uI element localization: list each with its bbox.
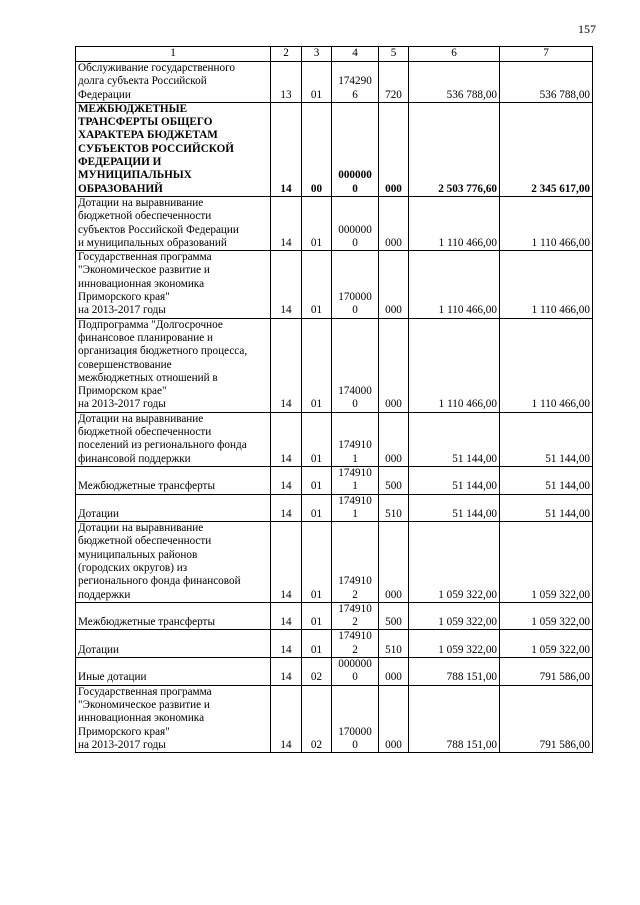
item-name-cell: Государственная программа "Экономическое развитие и инновационная экономика Приморского края" на 2013-2017 годы bbox=[76, 251, 271, 318]
column-header: 3 bbox=[302, 47, 332, 62]
amount-year1-cell: 51 144,00 bbox=[409, 466, 500, 494]
amount-year1-cell: 788 151,00 bbox=[409, 658, 500, 686]
amount-year1-cell: 1 059 322,00 bbox=[409, 522, 500, 603]
subsection-code-cell: 01 bbox=[302, 466, 332, 494]
amount-year2-cell: 1 059 322,00 bbox=[500, 630, 593, 658]
target-article-cell: 174910 1 bbox=[332, 412, 379, 466]
table-header-row bbox=[76, 47, 593, 62]
item-name-cell: Межбюджетные трансферты bbox=[76, 602, 271, 630]
subsection-code-cell: 01 bbox=[302, 196, 332, 250]
table-row bbox=[76, 466, 593, 494]
expense-type-cell: 000 bbox=[379, 102, 409, 196]
expense-type-cell: 000 bbox=[379, 522, 409, 603]
amount-year2-cell: 536 788,00 bbox=[500, 62, 593, 103]
target-article-cell: 174910 1 bbox=[332, 466, 379, 494]
table-row bbox=[76, 630, 593, 658]
expense-type-cell: 510 bbox=[379, 494, 409, 522]
target-article-cell: 174000 0 bbox=[332, 318, 379, 412]
amount-year1-cell: 1 059 322,00 bbox=[409, 602, 500, 630]
item-name-cell: МЕЖБЮДЖЕТНЫЕ ТРАНСФЕРТЫ ОБЩЕГО ХАРАКТЕРА БЮДЖЕТАМ СУБЪЕКТОВ РОССИЙСКОЙ ФЕДЕРАЦИИ И МУНИЦИПАЛЬНЫХ ОБРАЗОВАНИЙ bbox=[76, 102, 271, 196]
amount-year2-cell: 1 110 466,00 bbox=[500, 196, 593, 250]
amount-year2-cell: 51 144,00 bbox=[500, 494, 593, 522]
section-code-cell: 14 bbox=[271, 494, 302, 522]
amount-year1-cell: 536 788,00 bbox=[409, 62, 500, 103]
column-header: 1 bbox=[76, 47, 271, 62]
target-article-cell: 170000 0 bbox=[332, 685, 379, 752]
target-article-cell: 000000 0 bbox=[332, 102, 379, 196]
item-name-cell: Дотации на выравнивание бюджетной обеспеченности муниципальных районов (городских округов) из регионального фонда финансовой поддержки bbox=[76, 522, 271, 603]
table-row bbox=[76, 685, 593, 752]
amount-year2-cell: 791 586,00 bbox=[500, 658, 593, 686]
item-name-cell: Государственная программа "Экономическое развитие и инновационная экономика Приморского края" на 2013-2017 годы bbox=[76, 685, 271, 752]
subsection-code-cell: 01 bbox=[302, 251, 332, 318]
table-row bbox=[76, 602, 593, 630]
target-article-cell: 000000 0 bbox=[332, 658, 379, 686]
amount-year1-cell: 51 144,00 bbox=[409, 412, 500, 466]
section-code-cell: 14 bbox=[271, 658, 302, 686]
expense-type-cell: 000 bbox=[379, 685, 409, 752]
amount-year1-cell: 1 110 466,00 bbox=[409, 196, 500, 250]
section-code-cell: 14 bbox=[271, 318, 302, 412]
table-row bbox=[76, 658, 593, 686]
table-row bbox=[76, 412, 593, 466]
section-code-cell: 14 bbox=[271, 102, 302, 196]
item-name-cell: Дотации bbox=[76, 630, 271, 658]
expense-type-cell: 500 bbox=[379, 602, 409, 630]
column-header: 2 bbox=[271, 47, 302, 62]
expense-type-cell: 720 bbox=[379, 62, 409, 103]
item-name-cell: Подпрограмма "Долгосрочное финансовое планирование и организация бюджетного процесса, совершенствование межбюджетных отношений в Приморском крае" на 2013-2017 годы bbox=[76, 318, 271, 412]
amount-year1-cell: 51 144,00 bbox=[409, 494, 500, 522]
subsection-code-cell: 01 bbox=[302, 630, 332, 658]
item-name-cell: Иные дотации bbox=[76, 658, 271, 686]
expense-type-cell: 500 bbox=[379, 466, 409, 494]
subsection-code-cell: 02 bbox=[302, 685, 332, 752]
amount-year1-cell: 1 110 466,00 bbox=[409, 318, 500, 412]
amount-year1-cell: 2 503 776,60 bbox=[409, 102, 500, 196]
subsection-code-cell: 00 bbox=[302, 102, 332, 196]
amount-year2-cell: 51 144,00 bbox=[500, 412, 593, 466]
subsection-code-cell: 01 bbox=[302, 62, 332, 103]
section-code-cell: 14 bbox=[271, 685, 302, 752]
item-name-cell: Дотации на выравнивание бюджетной обеспеченности поселений из регионального фонда финансовой поддержки bbox=[76, 412, 271, 466]
table-body bbox=[76, 62, 593, 753]
amount-year2-cell: 1 110 466,00 bbox=[500, 318, 593, 412]
column-header: 7 bbox=[500, 47, 593, 62]
table-row bbox=[76, 522, 593, 603]
subsection-code-cell: 02 bbox=[302, 658, 332, 686]
item-name-cell: Дотации на выравнивание бюджетной обеспеченности субъектов Российской Федерации и муниципальных образований bbox=[76, 196, 271, 250]
target-article-cell: 174910 2 bbox=[332, 522, 379, 603]
amount-year2-cell: 1 059 322,00 bbox=[500, 602, 593, 630]
page-number: 157 bbox=[578, 22, 596, 36]
column-header: 6 bbox=[409, 47, 500, 62]
section-code-cell: 14 bbox=[271, 251, 302, 318]
subsection-code-cell: 01 bbox=[302, 318, 332, 412]
expense-type-cell: 000 bbox=[379, 658, 409, 686]
table-row bbox=[76, 494, 593, 522]
amount-year1-cell: 1 059 322,00 bbox=[409, 630, 500, 658]
subsection-code-cell: 01 bbox=[302, 412, 332, 466]
amount-year1-cell: 788 151,00 bbox=[409, 685, 500, 752]
target-article-cell: 000000 0 bbox=[332, 196, 379, 250]
subsection-code-cell: 01 bbox=[302, 494, 332, 522]
budget-table bbox=[75, 46, 593, 753]
expense-type-cell: 000 bbox=[379, 318, 409, 412]
expense-type-cell: 510 bbox=[379, 630, 409, 658]
column-header: 4 bbox=[332, 47, 379, 62]
target-article-cell: 174910 2 bbox=[332, 630, 379, 658]
table-row bbox=[76, 318, 593, 412]
section-code-cell: 14 bbox=[271, 466, 302, 494]
target-article-cell: 174290 6 bbox=[332, 62, 379, 103]
section-code-cell: 14 bbox=[271, 630, 302, 658]
target-article-cell: 174910 1 bbox=[332, 494, 379, 522]
table-row bbox=[76, 102, 593, 196]
expense-type-cell: 000 bbox=[379, 196, 409, 250]
section-code-cell: 14 bbox=[271, 196, 302, 250]
item-name-cell: Обслуживание государственного долга субъекта Российской Федерации bbox=[76, 62, 271, 103]
target-article-cell: 170000 0 bbox=[332, 251, 379, 318]
subsection-code-cell: 01 bbox=[302, 602, 332, 630]
item-name-cell: Межбюджетные трансферты bbox=[76, 466, 271, 494]
amount-year2-cell: 2 345 617,00 bbox=[500, 102, 593, 196]
table-row bbox=[76, 196, 593, 250]
amount-year2-cell: 1 110 466,00 bbox=[500, 251, 593, 318]
expense-type-cell: 000 bbox=[379, 251, 409, 318]
amount-year2-cell: 51 144,00 bbox=[500, 466, 593, 494]
section-code-cell: 14 bbox=[271, 602, 302, 630]
section-code-cell: 13 bbox=[271, 62, 302, 103]
subsection-code-cell: 01 bbox=[302, 522, 332, 603]
amount-year1-cell: 1 110 466,00 bbox=[409, 251, 500, 318]
column-header: 5 bbox=[379, 47, 409, 62]
amount-year2-cell: 1 059 322,00 bbox=[500, 522, 593, 603]
item-name-cell: Дотации bbox=[76, 494, 271, 522]
section-code-cell: 14 bbox=[271, 522, 302, 603]
table-row bbox=[76, 62, 593, 103]
target-article-cell: 174910 2 bbox=[332, 602, 379, 630]
expense-type-cell: 000 bbox=[379, 412, 409, 466]
section-code-cell: 14 bbox=[271, 412, 302, 466]
amount-year2-cell: 791 586,00 bbox=[500, 685, 593, 752]
table-row bbox=[76, 251, 593, 318]
